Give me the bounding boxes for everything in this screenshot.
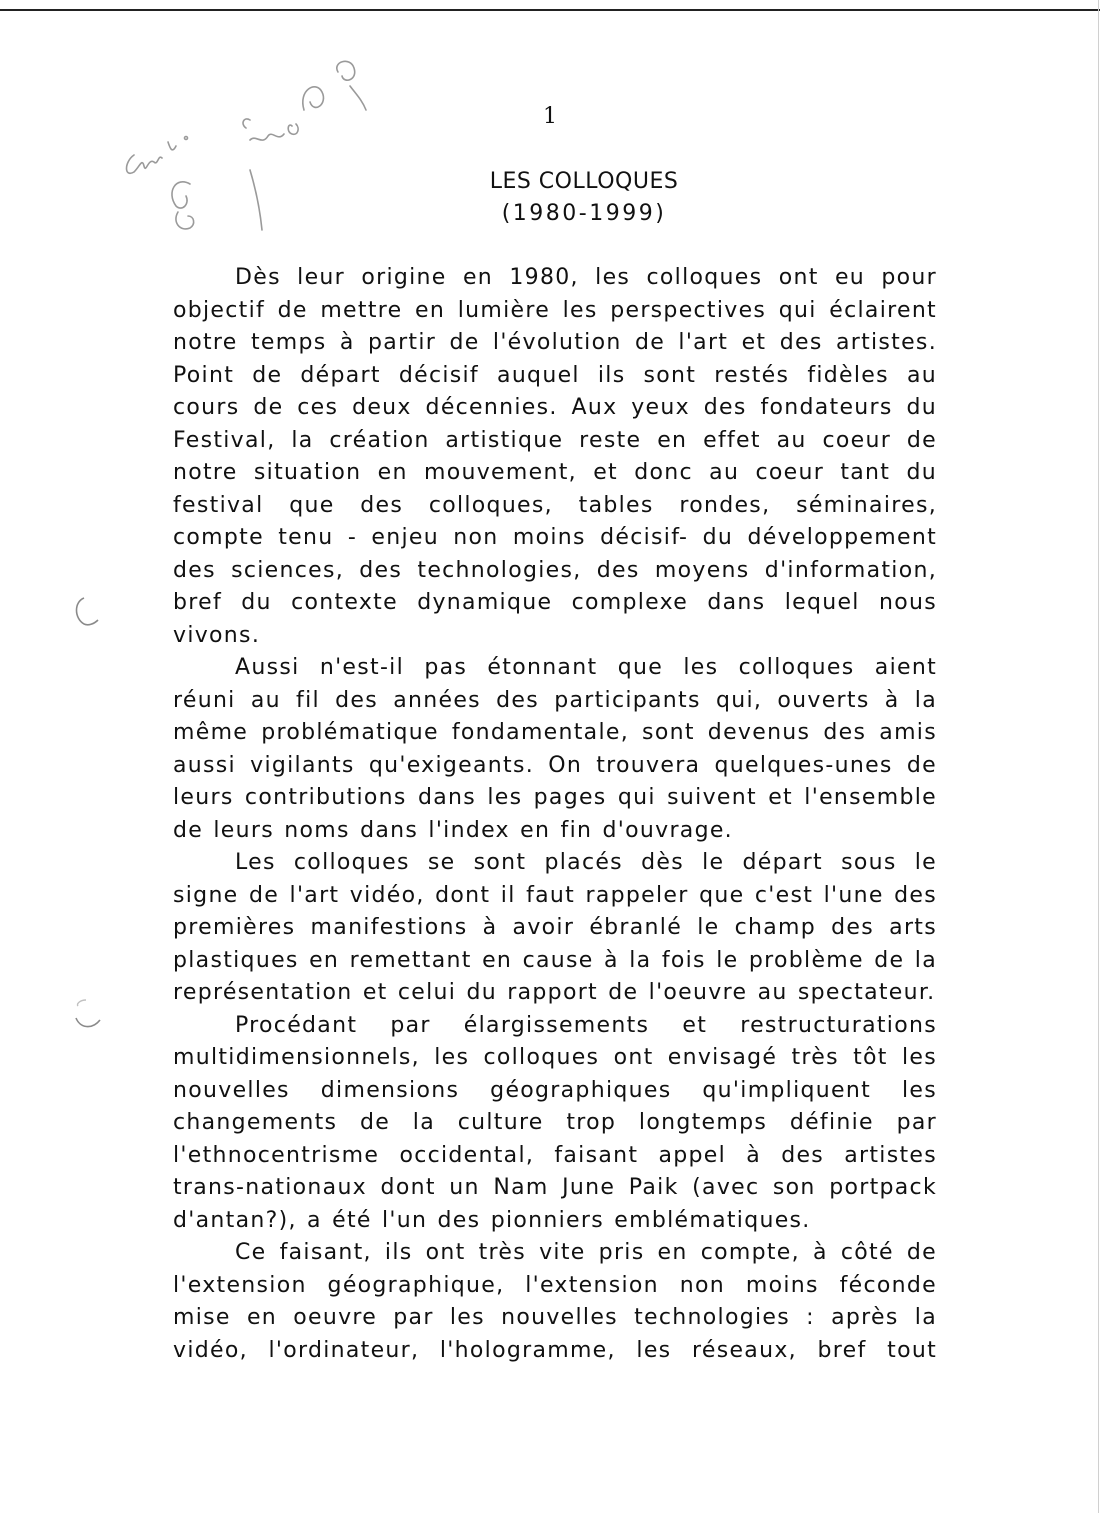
title-line-1: LES COLLOQUES	[489, 169, 679, 194]
page-number: 1	[543, 104, 557, 129]
page-top-border	[0, 9, 1100, 11]
paragraph: Procédant par élargissements et restructurations multidimensionnels, les colloques ont envisagé très tôt les nouvelles dimensions géographiques qu'impliquent les changements de la culture trop longtemps définie par l'ethnocentrisme occidental, faisant appel à des artistes trans-nationaux dont un Nam June Paik (avec son portpack d'antan?), a été l'un des pionniers emblématiques.	[173, 1012, 937, 1233]
paragraph: Ce faisant, ils ont très vite pris en compte, à côté de l'extension géographique, l'extension non moins féconde mise en oeuvre par les nouvelles technologies : après la vidéo, l'ordinateur, l'hologramme, les réseaux, bref tout	[173, 1240, 937, 1363]
binder-hole-mark	[72, 592, 102, 632]
paragraph: Aussi n'est-il pas étonnant que les colloques aient réuni au fil des années des participants qui, ouverts à la même problématique fondamentale, sont devenus des amis aussi vigilants qu'exigeants. On trouvera quelques-unes de leurs contributions dans les pages qui suivent et l'ensemble de leurs noms dans l'index en fin d'ouvrage.	[173, 655, 937, 843]
page-right-edge	[1098, 0, 1099, 1513]
document-title	[384, 166, 784, 230]
paragraph: Dès leur origine en 1980, les colloques ont eu pour objectif de mettre en lumière les perspectives qui éclairent notre temps à partir de l'évolution de l'art et des artistes. Point de départ décisif auquel ils sont restés fidèles au cours de ces deux décennies. Aux yeux des fondateurs du Festival, la création artistique reste en effet au coeur de notre situation en mouvement, et donc au coeur tant du festival que des colloques, tables rondes, séminaires, compte tenu - enjeu non moins décisif- du développement des sciences, des technologies, des moyens d'information, bref du contexte dynamique complexe dans lequel nous vivons.	[173, 265, 937, 648]
paragraph: Les colloques se sont placés dès le départ sous le signe de l'art vidéo, dont il faut rappeler que c'est l'une des premières manifestions à avoir ébranlé le champ des arts plastiques en remettant en cause à la fois le problème de la représentation et celui du rapport de l'oeuvre au spectateur.	[173, 850, 937, 1005]
handwritten-annotation	[100, 50, 400, 250]
title-line-2: (1980-1999)	[501, 201, 667, 226]
body-text	[173, 262, 937, 1367]
binder-hole-mark	[72, 994, 102, 1034]
